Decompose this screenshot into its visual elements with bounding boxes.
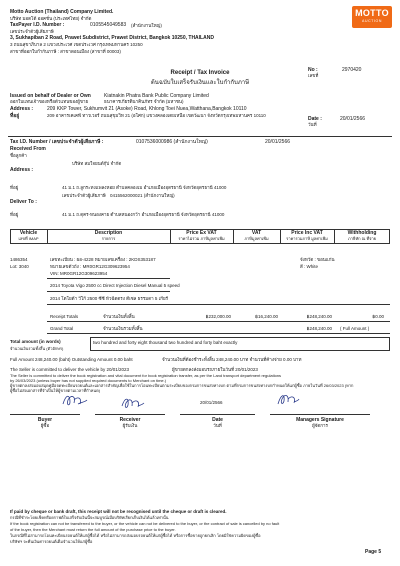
receipt-totals-label: Receipt Totals [50,314,79,319]
footer-line3: of the buyer, then the Merchant must return the full amount of the purchase price to the buyer. [10,527,176,532]
company-address-th: 3 ถนนสุขาภิบาล 2 แขวงประเวศ เขตประเวศ กรุงเทพมหานคร 10250 [10,42,143,47]
payment-line1-th: จำนวนเงินที่ต้องชำระทั้งสิ้น 248,240.00 บาท จำนวนที่ค้างจ่าย 0.00 บาท [162,357,302,362]
logo-sub: AUCTION [362,19,382,23]
total-price-ex: ฿232,000.00 [205,314,231,319]
receipt-totals-th: จำนวนเงินทั้งสิ้น [103,314,135,319]
vin-line: VIN: MR0GR12G309623954 [50,271,108,276]
motto-logo [352,6,392,28]
footer-line1-th: กรณีที่ชำระโดยเช็คหรือดราฟต์ใบเสร็จรับเงินนี้จะสมบูรณ์เมื่อบริษัทเรียกเก็บเงินได้แล้วเท่านั้น [10,515,169,520]
buyer-label: Buyer [37,417,53,423]
th-desc-en: Description [94,230,123,236]
th-withholding-th: ภาษีหัก ณ ที่จ่าย [347,236,377,241]
th-vat-th: ภาษีมูลค่าเพิ่ม [244,236,269,241]
issuer-address-label-th: ที่อยู่ [10,113,20,119]
th-vat-en: VAT [251,230,262,236]
issuer-tax-label: Tax I.D. Number / เลขประจำตัวผู้เสียภาษี : [10,139,104,145]
received-address-value: 41 ม.1 ถ.ลูกระทงแพลงหอย ตำบลคลองเม อำเภอเมืองอุดรธานี จังหวัดอุดรธานี 41000 [62,185,227,190]
manager-line [270,414,370,415]
buyer-line [10,414,80,415]
th-priceinc-th: ราคารวมภาษี มูลค่าเพิ่ม [286,236,328,241]
plate-line: เลขทะเบียน : ผอ-4228 หมายเลขเครื่อง : 2KDS353187 [50,257,156,262]
issuer-address-label: Address : [10,106,34,112]
divider [47,321,390,322]
receiver-label-th: ผู้รับเงิน [122,423,138,428]
receiver-line [95,414,165,415]
date-line [180,414,255,415]
company-tax-branch: (สำนักงานใหญ่) [131,22,162,28]
footer-line4: ในกรณีที่ไม่สามารถโอนทะเบียนรถยนต์ให้แก่ผู้ซื้อได้ หรือไม่สามารถส่งมอบรถยนต์ให้แก่ผู้ซื้อได้ หรือการซื้อขายถูกยกเลิก โดยมิใช่ความผิดของผู้ซื้อ [10,533,261,538]
footer-line5: บริษัทฯ จะคืนเงินค่ารถยนต์เต็มจำนวนให้แก่ผู้ซื้อ [10,539,93,544]
manager-signature [275,389,301,409]
model-th: 2014 โตโยต้า วีโก้ 2500 ซีซี หัวฉีดตรง ดีเซล ธรรมดา 5 เกียร์ [50,296,168,301]
company-tax-label: TaxPayer I.D. Number : [10,22,65,28]
doc-date-value: 20/01/2566 [340,116,366,122]
payment-line3: The Seller is committed to deliver the book registration and vital document for book registration transfer, as per the Land transport department regulations [10,373,282,378]
doc-no-value: 2970420 [342,67,362,73]
buyer-signature [60,390,90,410]
full-amount: ( Full Amount ) [340,326,370,331]
doc-no-label-th: เลขที่ [308,73,319,78]
divider [47,291,170,292]
doc-title-th: ต้นฉบับใบเสร็จรับเงินและใบกำกับภาษี [150,80,250,86]
date-label-th: วันที่ [213,423,222,428]
payment-line2: The Seller is committed to deliver the vehicle by 20/01/2023 [10,367,130,372]
vehicle-no: 1486354 [10,257,28,262]
deliver-label-th: ที่อยู่ [10,212,19,217]
issuer-tax-date: 20/01/2566 [265,139,291,145]
total-withholding: ฿0.00 [372,314,384,319]
province: จังหวัด : ขอนแก่น [300,257,335,262]
receiver-signature [118,394,146,412]
footer-line2: If the book registration can not be transferred to the buyer, or the vehicle can not be delivered to the buyer, or the contract of sale is cancelled by no fault [10,521,280,526]
payment-line4: by 26/03/2023 (unless buyer has not supplied required documents to Merchant on time.) [10,378,167,383]
grand-total-label: Grand Total [50,326,74,331]
color: สี : White [300,264,318,269]
th-desc-th: รายการ [101,236,116,241]
th-vehicle-en: Vehicle [19,230,38,236]
deliver-label: Deliver To : [10,199,37,205]
receiver-label: Receiver [119,417,141,423]
company-name-en: Motto Auction (Thailand) Company Limited. [10,9,114,15]
th-vehicle-th: เลขที่ IMAP [18,236,39,241]
lot-no: Lot: 3040 [10,264,29,269]
total-price-inc: ฿248,240.00 [306,314,332,319]
logo-mark: MOTTO [355,8,389,18]
manager-label: Managers Signature [296,417,344,423]
words-label-th: จำนวนเงินรวมทั้งสิ้น (ตัวอักษร) [10,346,64,351]
issuer-label-en: Issued on behalf of Dealer or Own [10,93,91,99]
footer-line1: If paid by cheque or bank draft, this receipt will not be recognised until the cheque or draft is cleared. [10,509,227,514]
payment-line2-th: ผู้ขายตกลงส่งมอบรถภายในวันที่ 20/01/2023 [172,367,258,372]
company-branch: สาขาที่ออกใบกำกับภาษี : สาขาดอนเมือง (สาขาที่ 00003) [10,49,121,54]
received-name-value: บริษัท สมใจยนต์กุ๊ป จำกัด [72,161,122,166]
received-tax-label: เลขประจำตัวผู้เสียภาษี [62,193,106,198]
model-en: 2014 Toyota Vigo 2500 cc Direct Injection Diesel Manual 5 speed [50,283,180,288]
date-label: Date [212,417,223,423]
words-label: Total amount (in words) [10,339,61,344]
doc-date-label: Date : [308,116,322,122]
payment-line5: ผู้ขายตกลงส่งมอบสมุดคู่มือจดทะเบียนรถยนต์และเอกสารสำคัญเพื่อใช้ในการโอนทะเบียนตามระเบียบของกรมการขนส่งทางบก ตามที่กรมการขนส่งทางบกกำหนดให้แก่ผู้ซื้อ ภายในวันที่ 26/03/2023 (หาก [10,383,354,388]
words-value: two hundred and forty eight thousand two hundred and forty baht exactly [93,340,238,345]
divider [47,304,390,305]
deliver-value: 41 ม.1 ถ.ดุคร-หนองคาย ตำบลหนองกว้า อำเภอเมืองอุดรธานี จังหวัดอุดรธานี 41000 [62,212,225,217]
doc-date-label-th: วันที่ [308,122,317,127]
divider [47,278,170,279]
issuer-address-en: 209 KKP Tower, Sukhumvit 21 (Asoke) Road, Khlong Toei Nuea,Watthana,Bangkok 10110 [47,106,247,112]
received-address-label: Address : [10,167,34,173]
received-tax-value: 0415562000021 (สำนักงานใหญ่) [110,193,175,198]
grand-total-th: จำนวนเงินรวมทั้งสิ้น [103,326,143,331]
grand-total-value: ฿248,240.00 [306,326,332,331]
company-name-th: บริษัท มอตโต้ ออคชั่น (ประเทศไทย) จำกัด [10,16,92,21]
page-number: Page 5 [365,549,382,555]
th-priceex-th: ราคาไม่รวม ภาษีมูลค่าเพิ่ม [178,236,225,241]
received-label: Received From [10,146,46,152]
total-vat: ฿16,240.00 [255,314,278,319]
th-withholding-en: Withholding [347,230,377,236]
chassis-line: หมายเลขตัวถัง : MR0GR12G309623954 [50,264,130,269]
doc-no-label: No : [308,67,318,73]
buyer-label-th: ผู้ซื้อ [40,423,50,428]
issuer-address-th: 209 อาคารเคเคพี ทาวเวอร์ ถนนสุขุมวิท 21 (อโศก) แขวงคลองเตยเหนือ เขตวัฒนา จังหวัดกรุงเทพมหานคร 10110 [47,113,266,118]
received-address-label-th: ที่อยู่ [10,185,19,190]
divider [8,136,392,137]
company-address-en: 3, Sukhapiban 2 Road, Prawet Subdistrict, Prawet District, Bangkok 10250, THAILAND [10,35,214,41]
company-tax-value: 0105545049583 [90,22,127,28]
signature-date: 20/01/2566 [200,400,223,405]
payment-line1: Full Amount 248,240.00 (baht) Outstanding Amount 0.00 baht [10,357,133,362]
payment-line6: ผู้ซื้อไม่ส่งเอกสารที่จำเป็นให้ผู้ขายตามเวลาที่กำหนด) [10,388,101,393]
doc-title-en: Receipt / Tax Invoice [170,70,230,76]
company-tax-label-th: เลขประจำตัวผู้เสียภาษี [10,29,54,34]
issuer-tax-value: 0107536000986 (สำนักงานใหญ่) [136,139,208,145]
issuer-name-th: ธนาคารเกียรตินาคินภัทร จำกัด (มหาชน) [104,99,184,104]
th-priceinc-en: Price Inc VAT [291,230,323,236]
divider [47,333,390,334]
received-name-label: ชื่อลูกค้า [10,153,27,158]
issuer-name-en: Kiatnakin Phatra Bank Public Company Limited [104,93,209,99]
issuer-label-th: ออกใบแทนเจ้าของหรือตัวแทนของผู้ขาย [10,99,89,104]
th-priceex-en: Price Ex VAT [186,230,217,236]
manager-label-th: ผู้จัดการ [312,423,328,428]
